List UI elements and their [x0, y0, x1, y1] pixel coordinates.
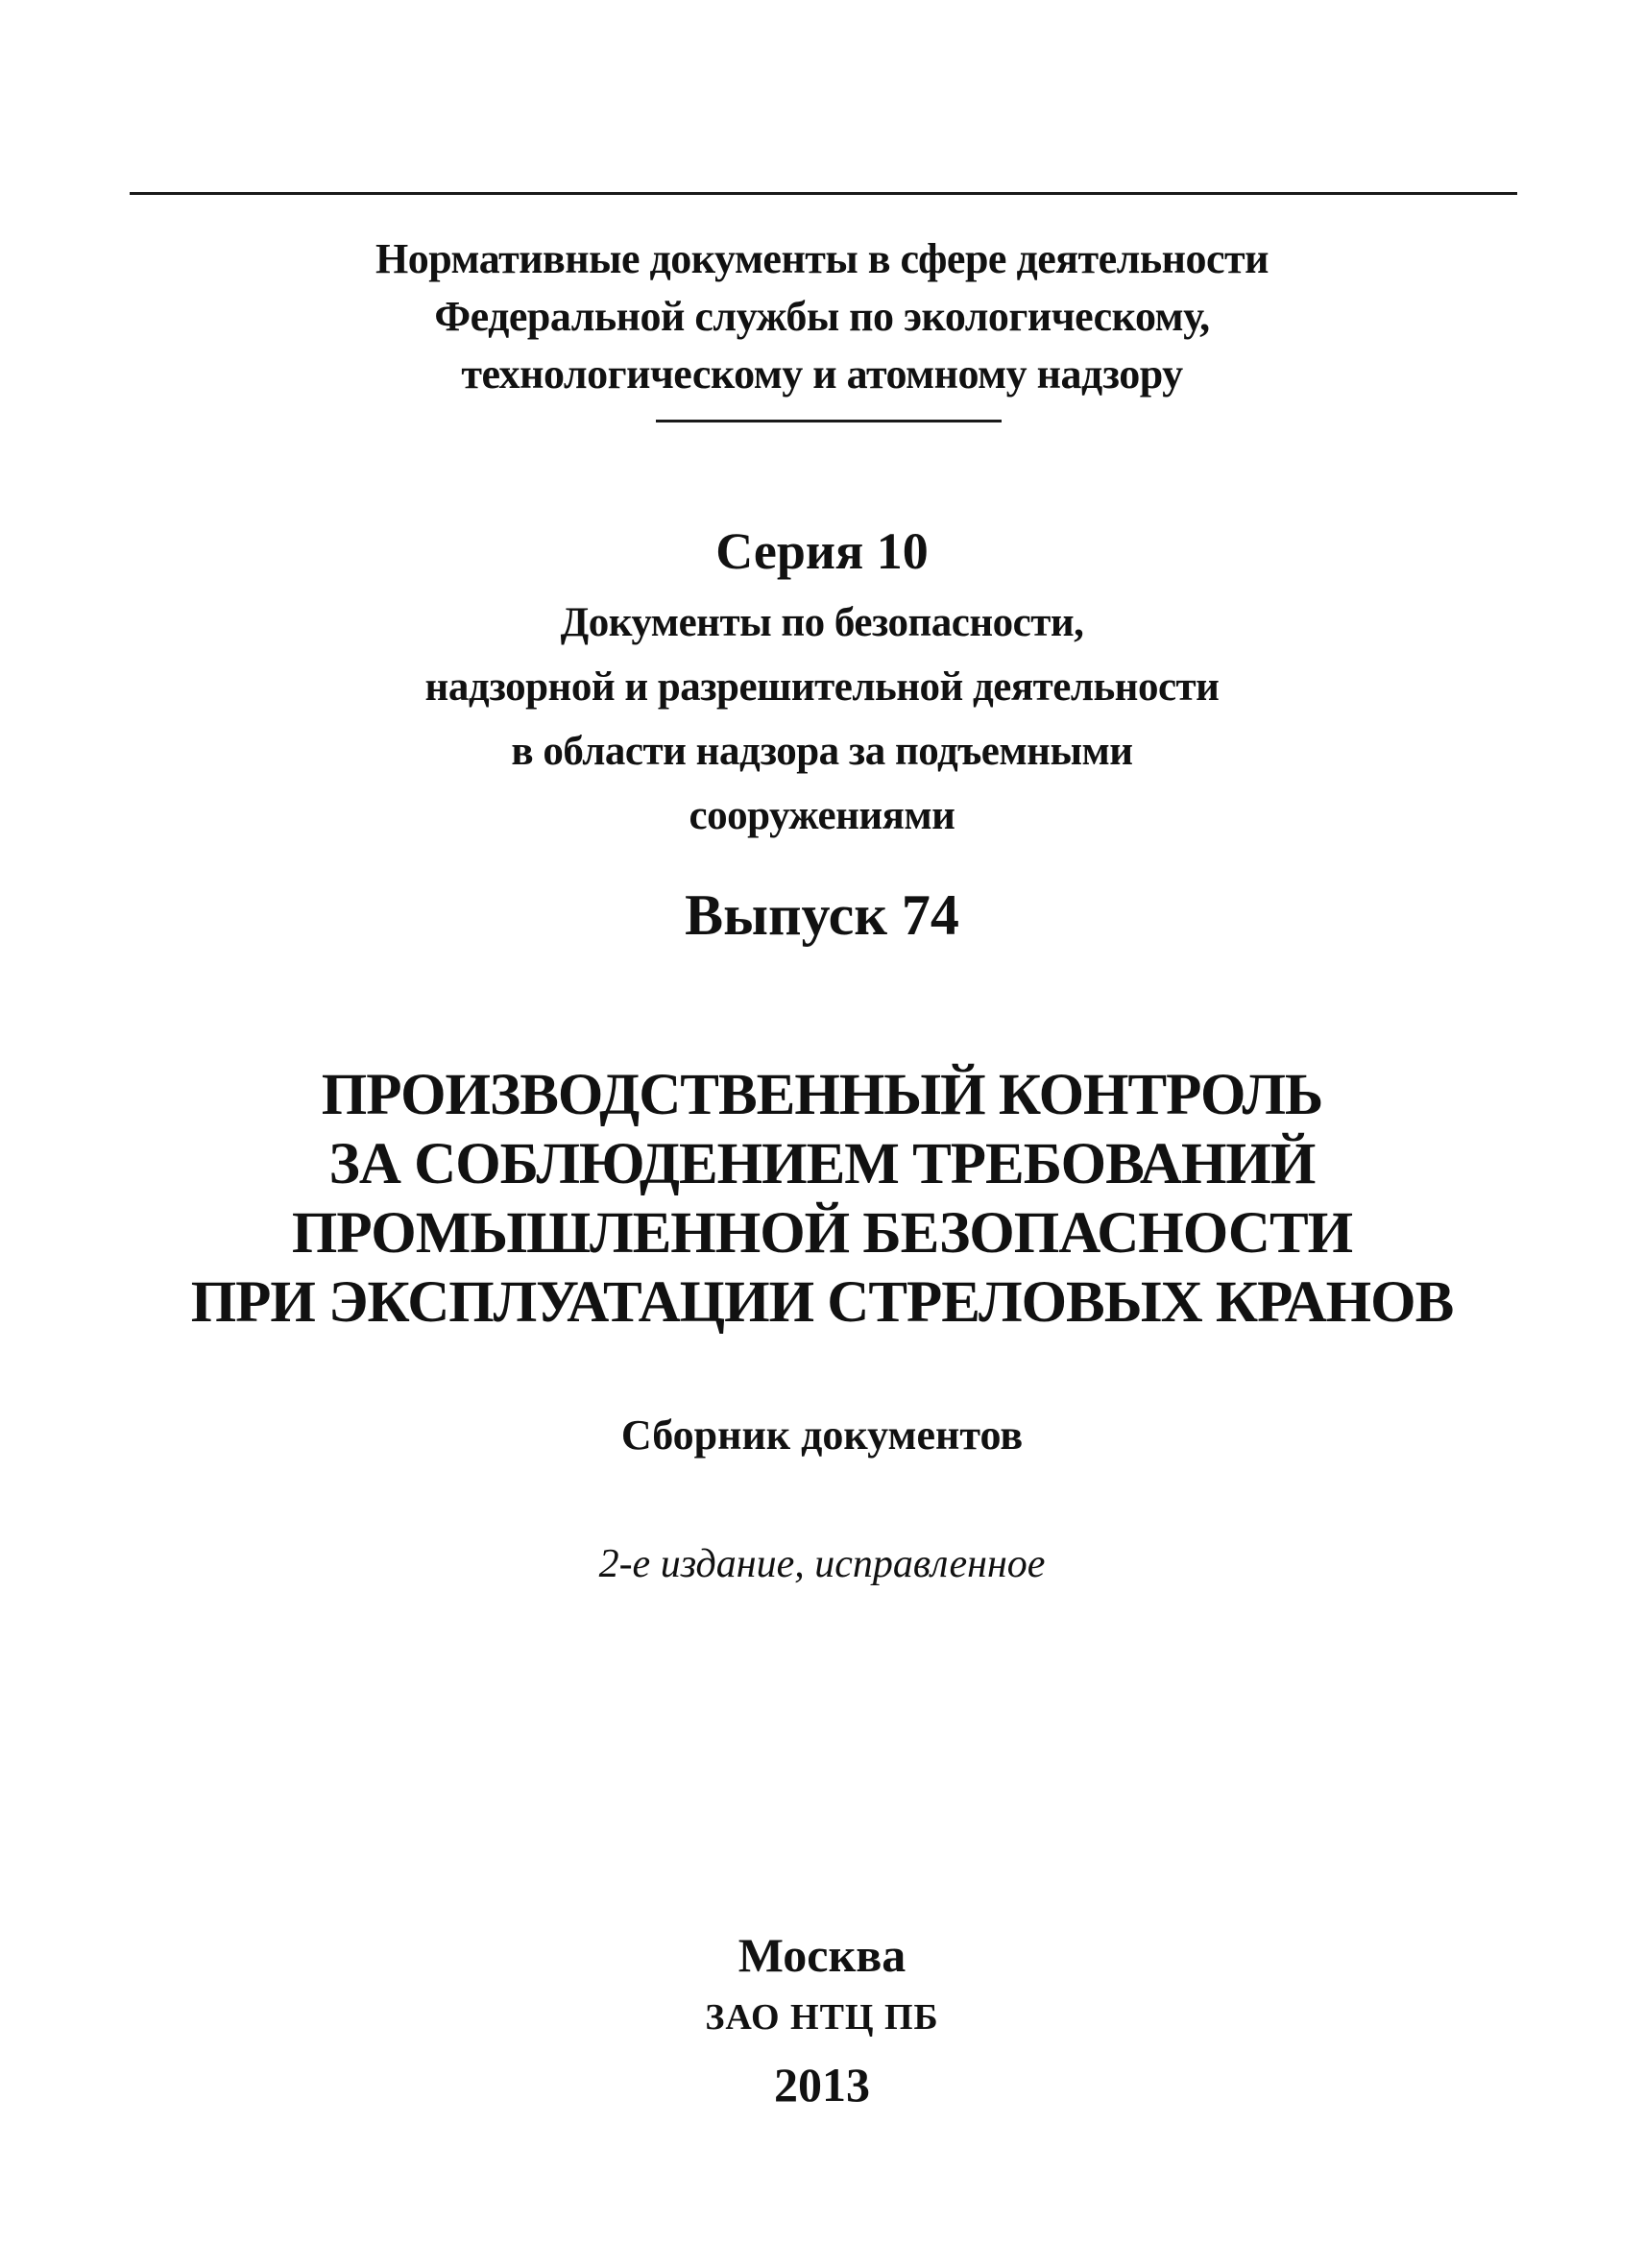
- top-divider: [130, 192, 1517, 195]
- edition-note: 2-е издание, исправленное: [598, 1542, 1046, 1586]
- main-title: [0, 1061, 1644, 1338]
- series-description-line: надзорной и разрешительной деятельности: [424, 664, 1220, 710]
- main-title-line: ПРОМЫШЛЕННОЙ БЕЗОПАСНОСТИ: [291, 1201, 1353, 1266]
- header-divider: [656, 420, 1002, 422]
- header-line: Федеральной службы по экологическому,: [434, 293, 1210, 340]
- header-block: [0, 230, 1644, 403]
- header-line: технологическому и атомному надзору: [461, 350, 1183, 398]
- series-title: Серия 10: [715, 522, 929, 580]
- imprint-publisher: ЗАО НТЦ ПБ: [705, 1997, 939, 2038]
- main-title-line: ПРОИЗВОДСТВЕННЫЙ КОНТРОЛЬ: [321, 1063, 1323, 1127]
- imprint-year: 2013: [774, 2058, 870, 2111]
- series-description-line: сооружениями: [689, 793, 955, 838]
- main-title-line: ПРИ ЭКСПЛУАТАЦИИ СТРЕЛОВЫХ КРАНОВ: [190, 1270, 1454, 1335]
- imprint-city: Москва: [737, 1928, 907, 1982]
- collection-subtitle: Сборник документов: [620, 1411, 1024, 1459]
- series-description-line: в области надзора за подъемными: [511, 729, 1133, 774]
- header-line: Нормативные документы в сфере деятельности: [375, 235, 1269, 282]
- issue-number: Выпуск 74: [685, 883, 959, 947]
- series-description-line: Документы по безопасности,: [560, 600, 1084, 645]
- series-description: [0, 591, 1644, 848]
- main-title-line: ЗА СОБЛЮДЕНИЕМ ТРЕБОВАНИЙ: [328, 1132, 1316, 1196]
